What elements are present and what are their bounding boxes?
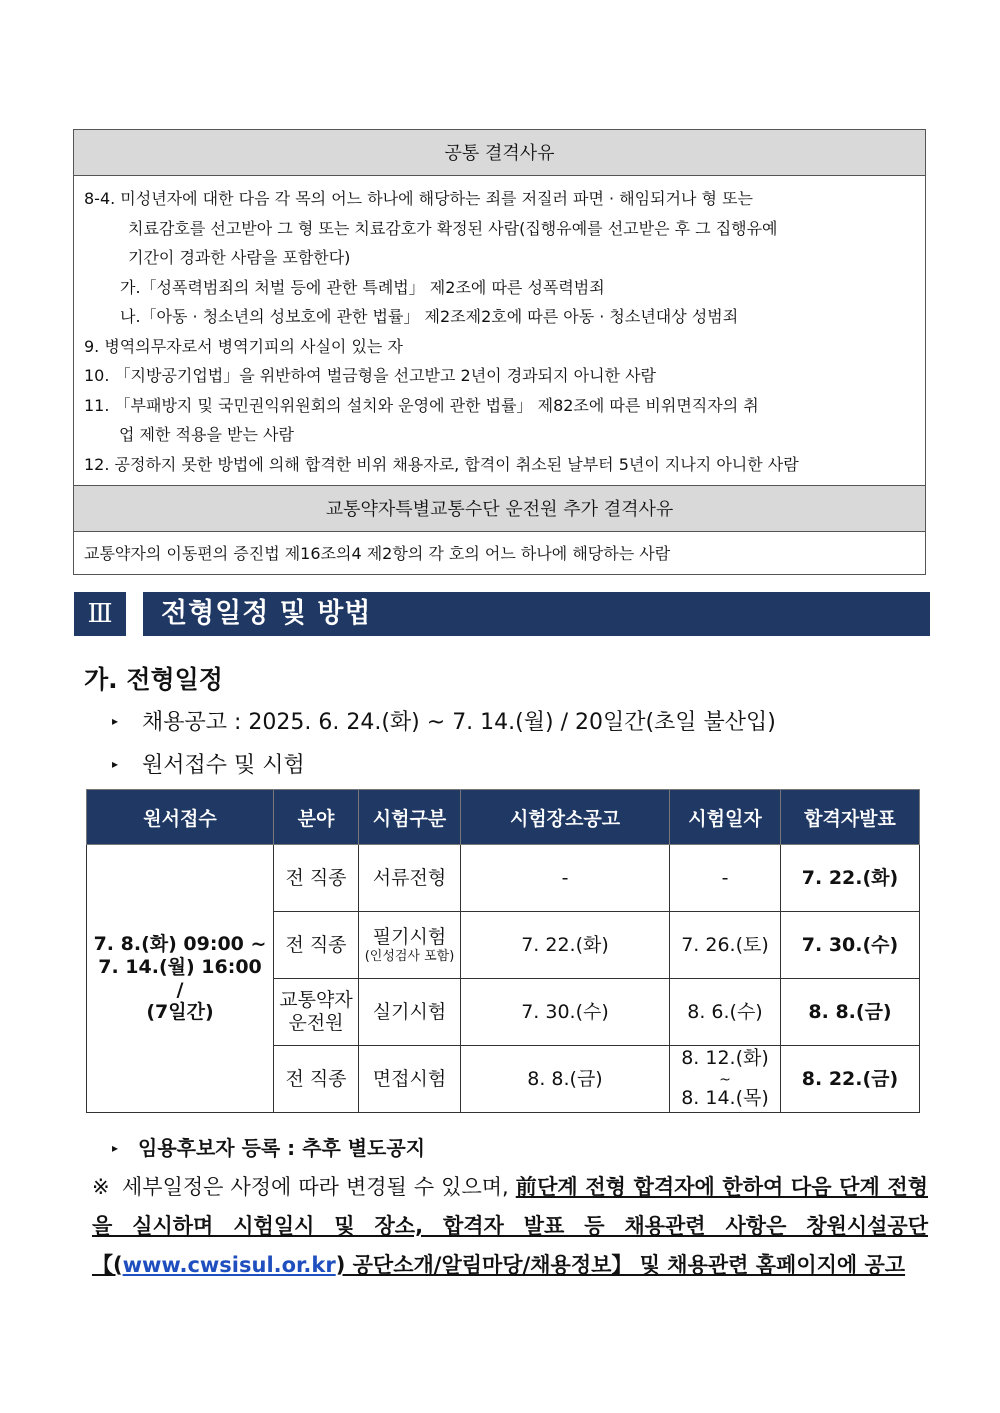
exam-date-start: 8. 12.(화) <box>681 1047 769 1070</box>
common-disqualification-list <box>74 176 925 485</box>
application-duration: (7일간) <box>146 1001 214 1024</box>
driver-disqualification-header: 교통약자특별교통수단 운전원 추가 결격사유 <box>74 485 925 532</box>
field-cell: 전 직종 <box>274 845 359 912</box>
list-item: 9. 병역의무자로서 병역기피의 사실이 있는 자 <box>84 336 403 356</box>
venue-notice-cell: 7. 22.(화) <box>461 912 670 979</box>
exam-type-cell: 면접시험 <box>359 1046 461 1113</box>
exam-type-label: 필기시험 <box>372 925 447 948</box>
schedule-table <box>86 789 920 1113</box>
list-sub-item: 가.「성폭력범죄의 처벌 등에 관한 특례법」 제2조에 따른 성폭력범죄 <box>120 277 605 297</box>
exam-type-cell <box>359 912 461 979</box>
date-range-separator: ~ <box>719 1072 731 1089</box>
triangle-bullet-icon: ▸ <box>112 757 119 771</box>
column-header: 시험장소공고 <box>461 790 670 845</box>
list-item-continuation: 치료감호를 선고받아 그 형 또는 치료감호가 확정된 사람(집행유예를 선고받은 후 그 집행유예 <box>128 218 778 238</box>
list-item: 11. 「부패방지 및 국민권익위원회의 설치와 운영에 관한 법률」 제82조에 따른 비위면직자의 취 <box>84 395 759 415</box>
result-date-cell: 7. 30.(수) <box>781 912 920 979</box>
list-item: 8-4. 미성년자에 대한 다음 각 목의 어느 하나에 해당하는 죄를 저질러 파면 · 해임되거나 형 또는 <box>84 189 754 208</box>
section-title: 전형일정 및 방법 <box>143 592 930 636</box>
exam-type-note: (인성검사 포함) <box>364 948 455 964</box>
bullet-text: 채용공고 : 2025. 6. 24.(화) ~ 7. 14.(월) / 20일간(초일 불산입) <box>142 710 776 735</box>
field-line: 교통약자 <box>279 989 353 1012</box>
field-cell <box>274 979 359 1046</box>
exam-type-cell: 서류전형 <box>359 845 461 912</box>
venue-notice-cell: 8. 8.(금) <box>461 1046 670 1113</box>
column-header: 원서접수 <box>87 790 274 845</box>
application-period-cell <box>87 845 274 1113</box>
bullet-text: 원서접수 및 시험 <box>142 753 305 778</box>
column-header: 시험일자 <box>670 790 781 845</box>
table-row <box>87 845 920 912</box>
result-date-cell: 8. 8.(금) <box>781 979 920 1046</box>
common-disqualification-header: 공통 결격사유 <box>74 130 925 176</box>
triangle-bullet-icon: ▸ <box>112 1140 119 1155</box>
note-emphasis-text: 前단계 전형 합격자에 한하여 다음 단계 전형을 실시하며 시험일시 및 장소, 합격자 발표 등 채용관련 사항은 창원시설공단 【( <box>92 1175 928 1277</box>
application-start: 7. 8.(화) 09:00 ~ <box>93 932 267 955</box>
exam-date-cell: 8. 6.(수) <box>670 979 781 1046</box>
result-date-cell: 8. 22.(금) <box>781 1046 920 1113</box>
list-item-continuation: 기간이 경과한 사람을 포함한다) <box>128 248 351 267</box>
field-line: 운전원 <box>288 1012 344 1034</box>
separator: / <box>176 978 184 1001</box>
note-emphasis-text: ) 공단소개/알림마당/채용정보】 및 채용관련 홈페이지에 공고 <box>335 1253 906 1277</box>
result-date-cell: 7. 22.(화) <box>781 845 920 912</box>
field-cell: 전 직종 <box>274 912 359 979</box>
note-plain-text: 세부일정은 사정에 따라 변경될 수 있으며, <box>122 1175 516 1199</box>
schedule-note <box>92 1168 928 1285</box>
column-header: 시험구분 <box>359 790 461 845</box>
bullet-item <box>112 748 305 779</box>
exam-date-end: 8. 14.(목) <box>681 1086 769 1109</box>
list-item: 12. 공정하지 못한 방법에 의해 합격한 비위 채용자로, 합격이 취소된 날부터 5년이 지나지 아니한 사람 <box>84 454 799 474</box>
sub-heading: 가. 전형일정 <box>84 665 223 694</box>
triangle-bullet-icon: ▸ <box>112 714 119 728</box>
registration-notice <box>112 1132 425 1161</box>
table-header-row <box>87 790 920 845</box>
disqualification-box <box>73 129 926 575</box>
venue-notice-cell: - <box>461 845 670 912</box>
section-number: Ⅲ <box>74 592 126 636</box>
exam-date-cell: - <box>670 845 781 912</box>
venue-notice-cell: 7. 30.(수) <box>461 979 670 1046</box>
field-cell: 전 직종 <box>274 1046 359 1113</box>
exam-date-cell <box>670 1046 781 1113</box>
driver-disqualification-text: 교통약자의 이동편의 증진법 제16조의4 제2항의 각 호의 어느 하나에 해당하는 사람 <box>84 544 671 563</box>
list-item-continuation: 업 제한 적용을 받는 사람 <box>119 425 294 444</box>
exam-date-cell: 7. 26.(토) <box>670 912 781 979</box>
application-end: 7. 14.(월) 16:00 <box>98 955 262 978</box>
column-header: 분야 <box>274 790 359 845</box>
reference-mark: ※ <box>92 1175 110 1199</box>
exam-type-cell: 실기시험 <box>359 979 461 1046</box>
column-header: 합격자발표 <box>781 790 920 845</box>
registration-text: 임용후보자 등록 : 추후 별도공지 <box>138 1136 426 1160</box>
list-item: 10. 「지방공기업법」을 위반하여 벌금형을 선고받고 2년이 경과되지 아니한 사람 <box>84 366 656 385</box>
list-sub-item: 나.「아동 · 청소년의 성보호에 관한 법률」 제2조제2호에 따른 아동 · 청소년대상 성범죄 <box>120 307 739 326</box>
website-link[interactable]: www.cwsisul.or.kr <box>122 1253 336 1277</box>
bullet-item <box>112 705 776 736</box>
